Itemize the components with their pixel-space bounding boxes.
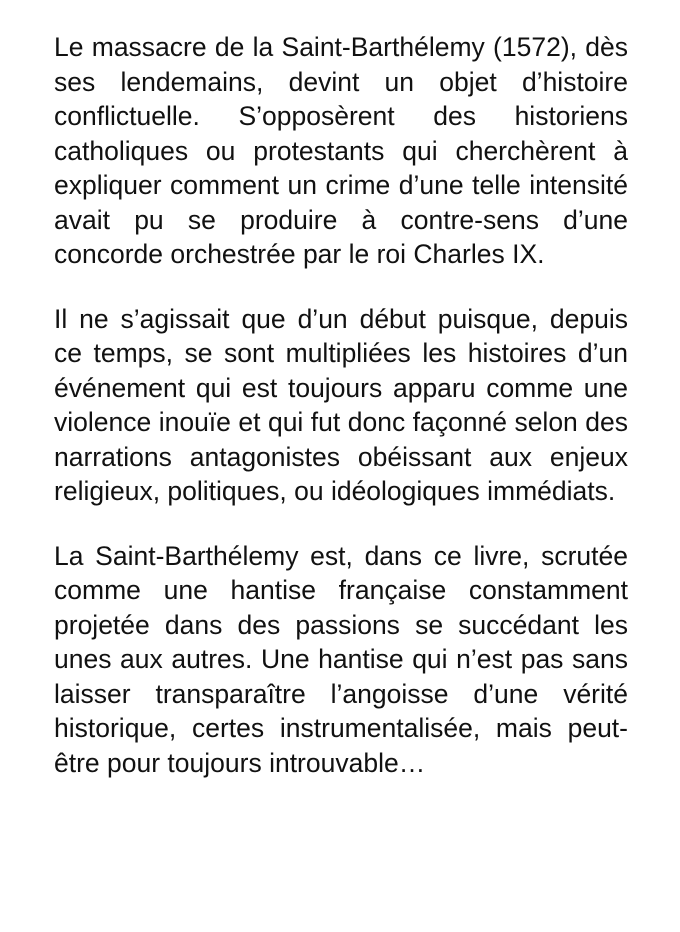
- paragraph-3: La Saint-Barthélemy est, dans ce livre, scrutée comme une hantise française constamment projetée dans des passions se succédant les unes aux autres. Une hantise qui n’est pas sans laisser transparaître l’angoisse d’une vérité historique, certes instrumentalisée, mais peut-être pour toujours introuvable…: [54, 540, 628, 778]
- paragraph-1: Le massacre de la Saint-Barthélemy (1572), dès ses lendemains, devint un objet d’histoire conflictuelle. S’opposèrent des historiens catholiques ou protestants qui cherchèrent à expliquer comment un crime d’une telle intensité avait pu se produire à contre-sens d’une concorde orchestrée par le roi Charles IX.: [54, 32, 628, 269]
- book-blurb: [54, 30, 628, 780]
- paragraph-2: Il ne s’agissait que d’un début puisque, depuis ce temps, se sont multipliées les histoires d’un événement qui est toujours apparu comme une violence inouïe et qui fut donc façonné selon des narrations antagonistes obéissant aux enjeux religieux, politiques, ou idéologiques immédiats.: [54, 303, 628, 506]
